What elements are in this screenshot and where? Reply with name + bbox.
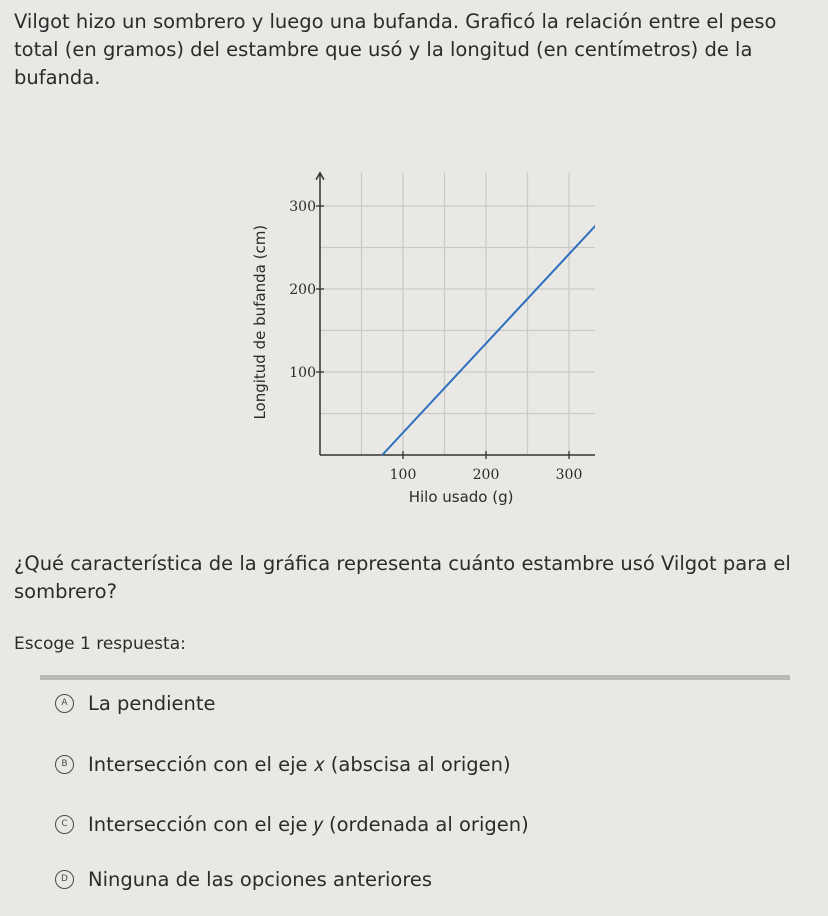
choice-b-radio[interactable]: B (55, 755, 74, 774)
choice-a[interactable] (55, 686, 755, 720)
y-axis-label: Longitud de bufanda (cm) (251, 224, 269, 420)
x-tick-label: 200 (472, 467, 500, 483)
question-text: ¿Qué característica de la gráfica representa cuánto estambre usó Vilgot para el sombrero? (14, 552, 791, 603)
line-chart (235, 165, 595, 515)
y-tick-label: 100 (289, 365, 316, 381)
choice-c-label: Intersección con el eje 𝑦 (ordenada al origen) (88, 812, 529, 836)
divider (40, 675, 790, 680)
choice-b[interactable] (55, 747, 755, 781)
y-tick-label: 200 (289, 282, 316, 298)
x-tick-label: 100 (389, 467, 417, 483)
problem-statement: Vilgot hizo un sombrero y luego una bufanda. Graficó la relación entre el peso total (en gramos) del estambre que usó y la longitud (en centímetros) de la bufanda. (14, 10, 777, 89)
x-axis-label: Hilo usado (g) (408, 488, 514, 506)
choice-d[interactable] (55, 862, 755, 896)
choice-b-label: Intersección con el eje 𝑥 (abscisa al origen) (88, 752, 511, 776)
x-tick-label: 300 (555, 467, 583, 483)
choice-d-radio[interactable]: D (55, 870, 74, 889)
choice-c-radio[interactable]: C (55, 815, 74, 834)
series-line (382, 218, 595, 455)
choice-c[interactable] (55, 807, 755, 841)
answer-instruction: Escoge 1 respuesta: (14, 634, 186, 654)
y-tick-label: 300 (289, 199, 316, 215)
choice-d-label: Ninguna de las opciones anteriores (88, 867, 433, 891)
choice-a-label: La pendiente (88, 691, 216, 715)
choice-a-radio[interactable]: A (55, 694, 74, 713)
